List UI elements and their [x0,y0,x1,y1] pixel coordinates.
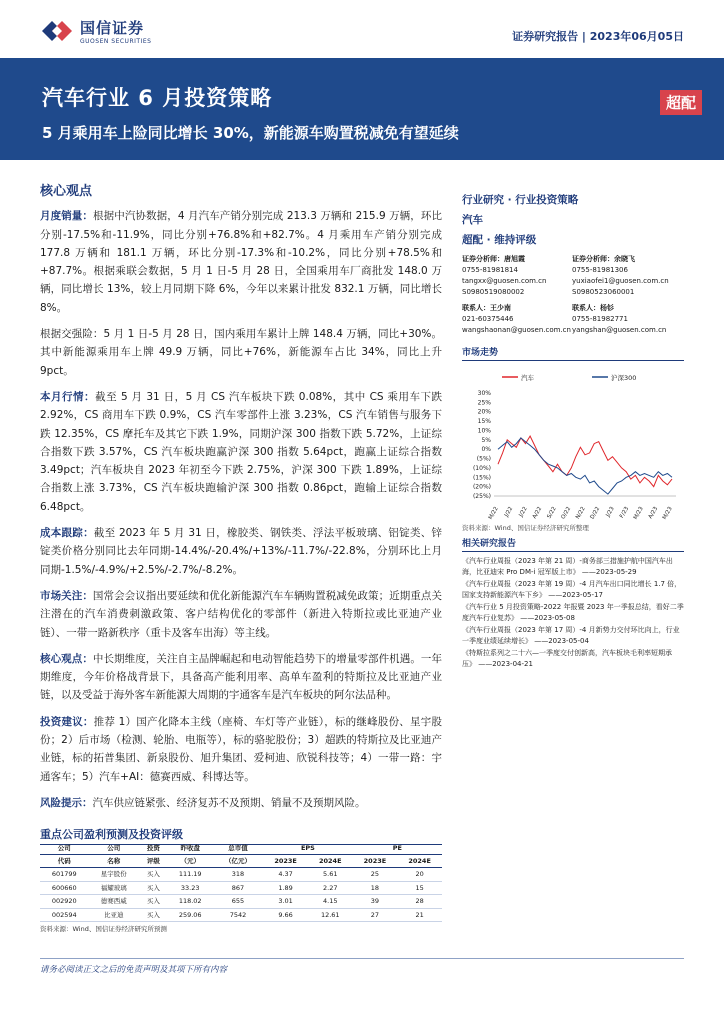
analyst-cert: S0980523060001 [572,288,635,296]
table-row [40,895,442,909]
analyst-list [462,254,684,341]
analyst-email[interactable]: tangxx@guosen.com.cn [462,277,547,285]
table-cell: 21 [397,908,442,922]
analyst-card [572,303,684,336]
table-cell: 4.37 [263,868,308,882]
paragraph-text: 汽车供应链紧张、经济复苏不及预期、销量不及预期风险。 [92,796,366,809]
core-paragraph [40,650,442,705]
guosen-logo-icon [40,14,74,48]
table-cell: 买入 [139,868,168,882]
table-cell: 655 [213,895,264,909]
y-tick-label: (15%) [472,474,491,482]
x-tick-label: A/22 [531,506,544,520]
table-cell: 3.01 [263,895,308,909]
analyst-phone: 0755-81982771 [572,315,628,323]
analyst-title: 证券分析师：唐旭霞 [462,255,525,263]
table-cell: 比亚迪 [89,908,140,922]
y-tick-label: 10% [477,427,491,435]
paragraph-label: 投资建议： [40,715,94,728]
core-paragraph [40,207,442,317]
market-trend-chart [462,361,684,521]
y-tick-label: 30% [477,390,491,397]
table-cell: 9.66 [263,908,308,922]
analyst-email[interactable]: yangshan@guosen.com.cn [572,326,667,334]
paragraph-text: 截至 2023 年 5 月 31 日，橡胶类、钢铁类、浮法平板玻璃、铝锭类、锌锭类价格分别同比去年同期-14.4%/-20.4%/+13%/-11.7%/-22.8%，分别环比上月同期-1.5%/-4.9%/+2.5%/-2.7%/-8.2%。 [40,527,443,576]
core-paragraph [40,325,442,380]
th-pe-2024: 2024E [397,855,442,868]
series-line-1 [498,438,672,494]
analyst-title: 联系人：王少南 [462,304,511,312]
related-report-item[interactable]: 《汽车行业 5 月投资策略-2022 年报暨 2023 年一季报总结，看好二季度汽车行业复苏》 ——2023-05-08 [462,603,684,622]
industry-name: 汽车 [462,214,483,226]
paragraph-text: 截至 5 月 31 日，5 月 CS 汽车板块下跌 0.08%，其中 CS 乘用车下跌 2.92%，CS 商用车下跌 0.9%，CS 汽车零部件上涨 3.23%，CS 汽车销售与服务下跌 12.35%，CS 摩托车及其它下跌 1.9%，同期沪深 300 指数下跌 5.72%，上证综合指数下跌 3.57%，CS 汽车板块跑赢沪深 300 指数 5.64pct，跑赢上证综合指数 3.49pct；汽车板块自 2023 年初至今下跌 2.75%，沪深 300 下跌 1.89%，上证综合指数上涨 3.73%，CS 汽车板块跑输沪深 300 指数 0.86pct，跑输上证综合指数 6.48pct。 [40,390,442,513]
table-cell: 28 [397,895,442,909]
industry-rating: 超配 · 维持评级 [462,234,537,246]
table-cell: 福耀玻璃 [89,881,140,895]
y-tick-label: (5%) [476,455,491,463]
table-cell: 1.89 [263,881,308,895]
x-tick-label: O/22 [560,506,573,521]
rating-badge: 超配 [660,90,702,115]
x-tick-label: M/23 [632,506,645,521]
th-pe-2023: 2023E [353,855,398,868]
th-name-2: 名称 [89,855,140,868]
analyst-title: 证券分析师：余晓飞 [572,255,635,263]
table-row [40,868,442,882]
table-cell: 39 [353,895,398,909]
th-close-2: （元） [168,855,213,868]
table-cell: 买入 [139,908,168,922]
y-tick-label: 25% [477,399,491,407]
legend-label-0: 汽车 [521,374,534,382]
table-cell: 2.27 [308,881,353,895]
paragraph-text: 中长期维度，关注自主品牌崛起和电动智能趋势下的增量零部件机遇。一年期维度，今年价格战背景下，具备高产能利用率、高单车盈利的特斯拉及比亚迪产业链，以及受益于海外客车新能源大周期的宇通客车是汽车板块的阿尔法品种。 [40,652,442,702]
y-tick-label: (25%) [472,493,491,500]
th-eps: EPS [263,842,352,855]
paragraph-text: 国常会会议指出要延续和优化新能源汽车车辆购置税减免政策；近期重点关注潜在的汽车消费刺激政策、客户结构优化的零部件（新进入特斯拉或比亚迪产业链）、一带一路新秩序（重卡及客车出海）等主线。 [40,589,442,639]
x-tick-label: M/22 [487,506,500,521]
x-tick-label: J/22 [503,506,515,519]
th-pe: PE [353,842,442,855]
th-rating-2: 评级 [139,855,168,868]
y-tick-label: (10%) [472,464,491,472]
table-cell: 002594 [40,908,89,922]
table-cell: 7542 [213,908,264,922]
table-row [40,881,442,895]
analyst-phone: 0755-81981306 [572,266,628,274]
company-logo [40,14,151,48]
paragraph-label: 月度销量： [40,210,94,223]
x-tick-label: M/23 [661,506,674,521]
forecast-table-title: 重点公司盈利预测及投资评级 [40,826,442,845]
table-cell: 5.61 [308,868,353,882]
th-close: 昨收盘 [168,842,213,855]
forecast-table [40,842,442,922]
table-cell: 德赛西威 [89,895,140,909]
analyst-title: 联系人：杨钐 [572,304,614,312]
disclaimer-footer: 请务必阅读正文之后的免责声明及其项下所有内容 [40,958,684,975]
table-cell: 600660 [40,881,89,895]
sidebar [462,190,684,671]
analyst-email[interactable]: wangshaonan@guosen.com.cn [462,326,571,334]
analyst-cert: S0980519080002 [462,288,525,296]
table-cell: 002920 [40,895,89,909]
trend-chart-svg [462,361,684,521]
related-report-item[interactable]: 《特斯拉系列之二十六—一季度交付创新高，汽车板块毛利率短期承压》 ——2023-04-21 [462,649,672,668]
x-tick-label: A/23 [647,506,660,520]
y-tick-label: 20% [477,408,491,416]
table-cell: 601799 [40,868,89,882]
th-eps-2023: 2023E [263,855,308,868]
market-trend-title: 市场走势 [462,345,684,361]
th-name: 公司 [89,842,140,855]
paragraph-label: 市场关注： [40,589,93,602]
y-tick-label: 15% [477,418,491,426]
th-code: 公司 [40,842,89,855]
core-views-column [40,183,442,820]
table-cell: 867 [213,881,264,895]
legend-label-1: 沪深300 [611,374,637,382]
paragraph-label: 本月行情： [40,390,96,403]
th-eps-2024: 2024E [308,855,353,868]
series-line-0 [498,436,672,487]
report-title: 汽车行业 6 月投资策略 [42,86,273,110]
x-tick-label: J/22 [518,506,529,519]
core-paragraph [40,713,442,786]
analyst-phone: 0755-81981814 [462,266,518,274]
paragraph-label: 成本跟踪： [40,527,94,540]
core-paragraph [40,587,442,642]
table-cell: 星宇股份 [89,868,140,882]
x-tick-label: S/22 [546,506,558,520]
logo-name-cn: 国信证券 [80,19,145,37]
table-cell: 259.06 [168,908,213,922]
report-subtitle: 5 月乘用车上险同比增长 30%，新能源车购置税减免有望延续 [42,124,459,142]
analyst-email[interactable]: yuxiaofei1@guosen.com.cn [572,277,669,285]
title-banner [0,58,724,160]
related-reports-title: 相关研究报告 [462,536,684,552]
related-report-item[interactable]: 《汽车行业周报（2023 年第 19 周）-4 月汽车出口同比增长 1.7 倍，国家支持新能源汽车下乡》 ——2023-05-17 [462,580,682,599]
table-cell: 12.61 [308,908,353,922]
related-report-item[interactable]: 《汽车行业周报（2023 年第 21 周）-商务部三措施护航中国汽车出海，比亚迪宋 Pro DM-i 冠军版上市》 ——2023-05-29 [462,557,673,576]
y-tick-label: 5% [481,436,491,444]
table-row [40,908,442,922]
analyst-card [462,254,572,298]
paragraph-text: 根据中汽协数据，4 月汽车产销分别完成 213.3 万辆和 215.9 万辆，环比分别-17.5%和-11.9%，同比分别+76.8%和+82.7%。4 月乘用车产销分别完成 177.8 万辆和 181.1 万辆，环比分别-17.3%和-10.2%，同比分别+78.5%和+87.7%。根据乘联会数据，5 月 1 日-5 月 28 日，全国乘用车厂商批发 148.0 万辆，同比增长 13%，较上月同期下降 6%，今年以来累计批发 832.1 万辆，同比增长 8%。 [40,210,442,314]
paragraph-label: 风险提示： [40,796,93,809]
table-cell: 买入 [139,881,168,895]
th-rating: 投资 [139,842,168,855]
y-tick-label: 0% [481,446,491,454]
core-paragraph [40,388,442,516]
table-cell: 买入 [139,895,168,909]
logo-name-en: GUOSEN SECURITIES [80,38,152,45]
x-tick-label: F/23 [619,506,631,520]
core-views-title: 核心观点 [40,184,93,199]
report-category: 行业研究 · 行业投资策略 [462,194,579,206]
x-tick-label: N/22 [575,506,587,521]
table-cell: 33.23 [168,881,213,895]
table-cell: 27 [353,908,398,922]
paragraph-label: 核心观点： [40,652,93,665]
analyst-phone: 021-60375446 [462,315,514,323]
table-cell: 111.19 [168,868,213,882]
analyst-card [462,303,572,336]
table-cell: 15 [397,881,442,895]
table-cell: 118.02 [168,895,213,909]
table-cell: 4.15 [308,895,353,909]
analyst-card [572,254,684,298]
table-cell: 25 [353,868,398,882]
th-mktcap: 总市值 [213,842,264,855]
table-cell: 318 [213,868,264,882]
table-cell: 20 [397,868,442,882]
x-tick-label: D/22 [589,506,602,521]
related-report-item[interactable]: 《汽车行业周报（2023 年第 17 周）-4 月新势力交付环比向上，行业一季度业绩延续增长》 ——2023-05-04 [462,626,680,645]
core-paragraph [40,794,442,812]
th-mktcap-2: （亿元） [213,855,264,868]
x-tick-label: J/23 [605,506,616,519]
page-header [0,0,724,56]
paragraph-text: 推荐 1）国产化降本主线（座椅、车灯等产业链），标的继峰股份、星宇股份；2）后市场（检测、轮胎、电瓶等），标的骆驼股份；3）超跌的特斯拉及比亚迪产业链，标的拓普集团、新泉股份、旭升集团、爱柯迪、欣锐科技等；4）一带一路：宇通客车；5）汽车+AI：德赛西威、科博达等。 [40,715,442,783]
chart-source: 资料来源：Wind、国信证券经济研究所整理 [462,524,589,532]
report-type-date: 证券研究报告 | 2023年06月05日 [512,30,684,43]
table-cell: 18 [353,881,398,895]
paragraph-text: 根据交强险：5 月 1 日-5 月 28 日，国内乘用车累计上牌 148.4 万辆，同比+30%。其中新能源乘用车上牌 49.9 万辆，同比+76%，新能源车占比 34%，同比上升 9pct。 [40,328,442,377]
related-reports-list [462,556,684,670]
table-source: 资料来源：Wind、国信证券经济研究所预测 [40,925,167,933]
core-paragraph [40,524,442,579]
y-tick-label: (20%) [472,483,491,491]
th-code-2: 代码 [40,855,89,868]
